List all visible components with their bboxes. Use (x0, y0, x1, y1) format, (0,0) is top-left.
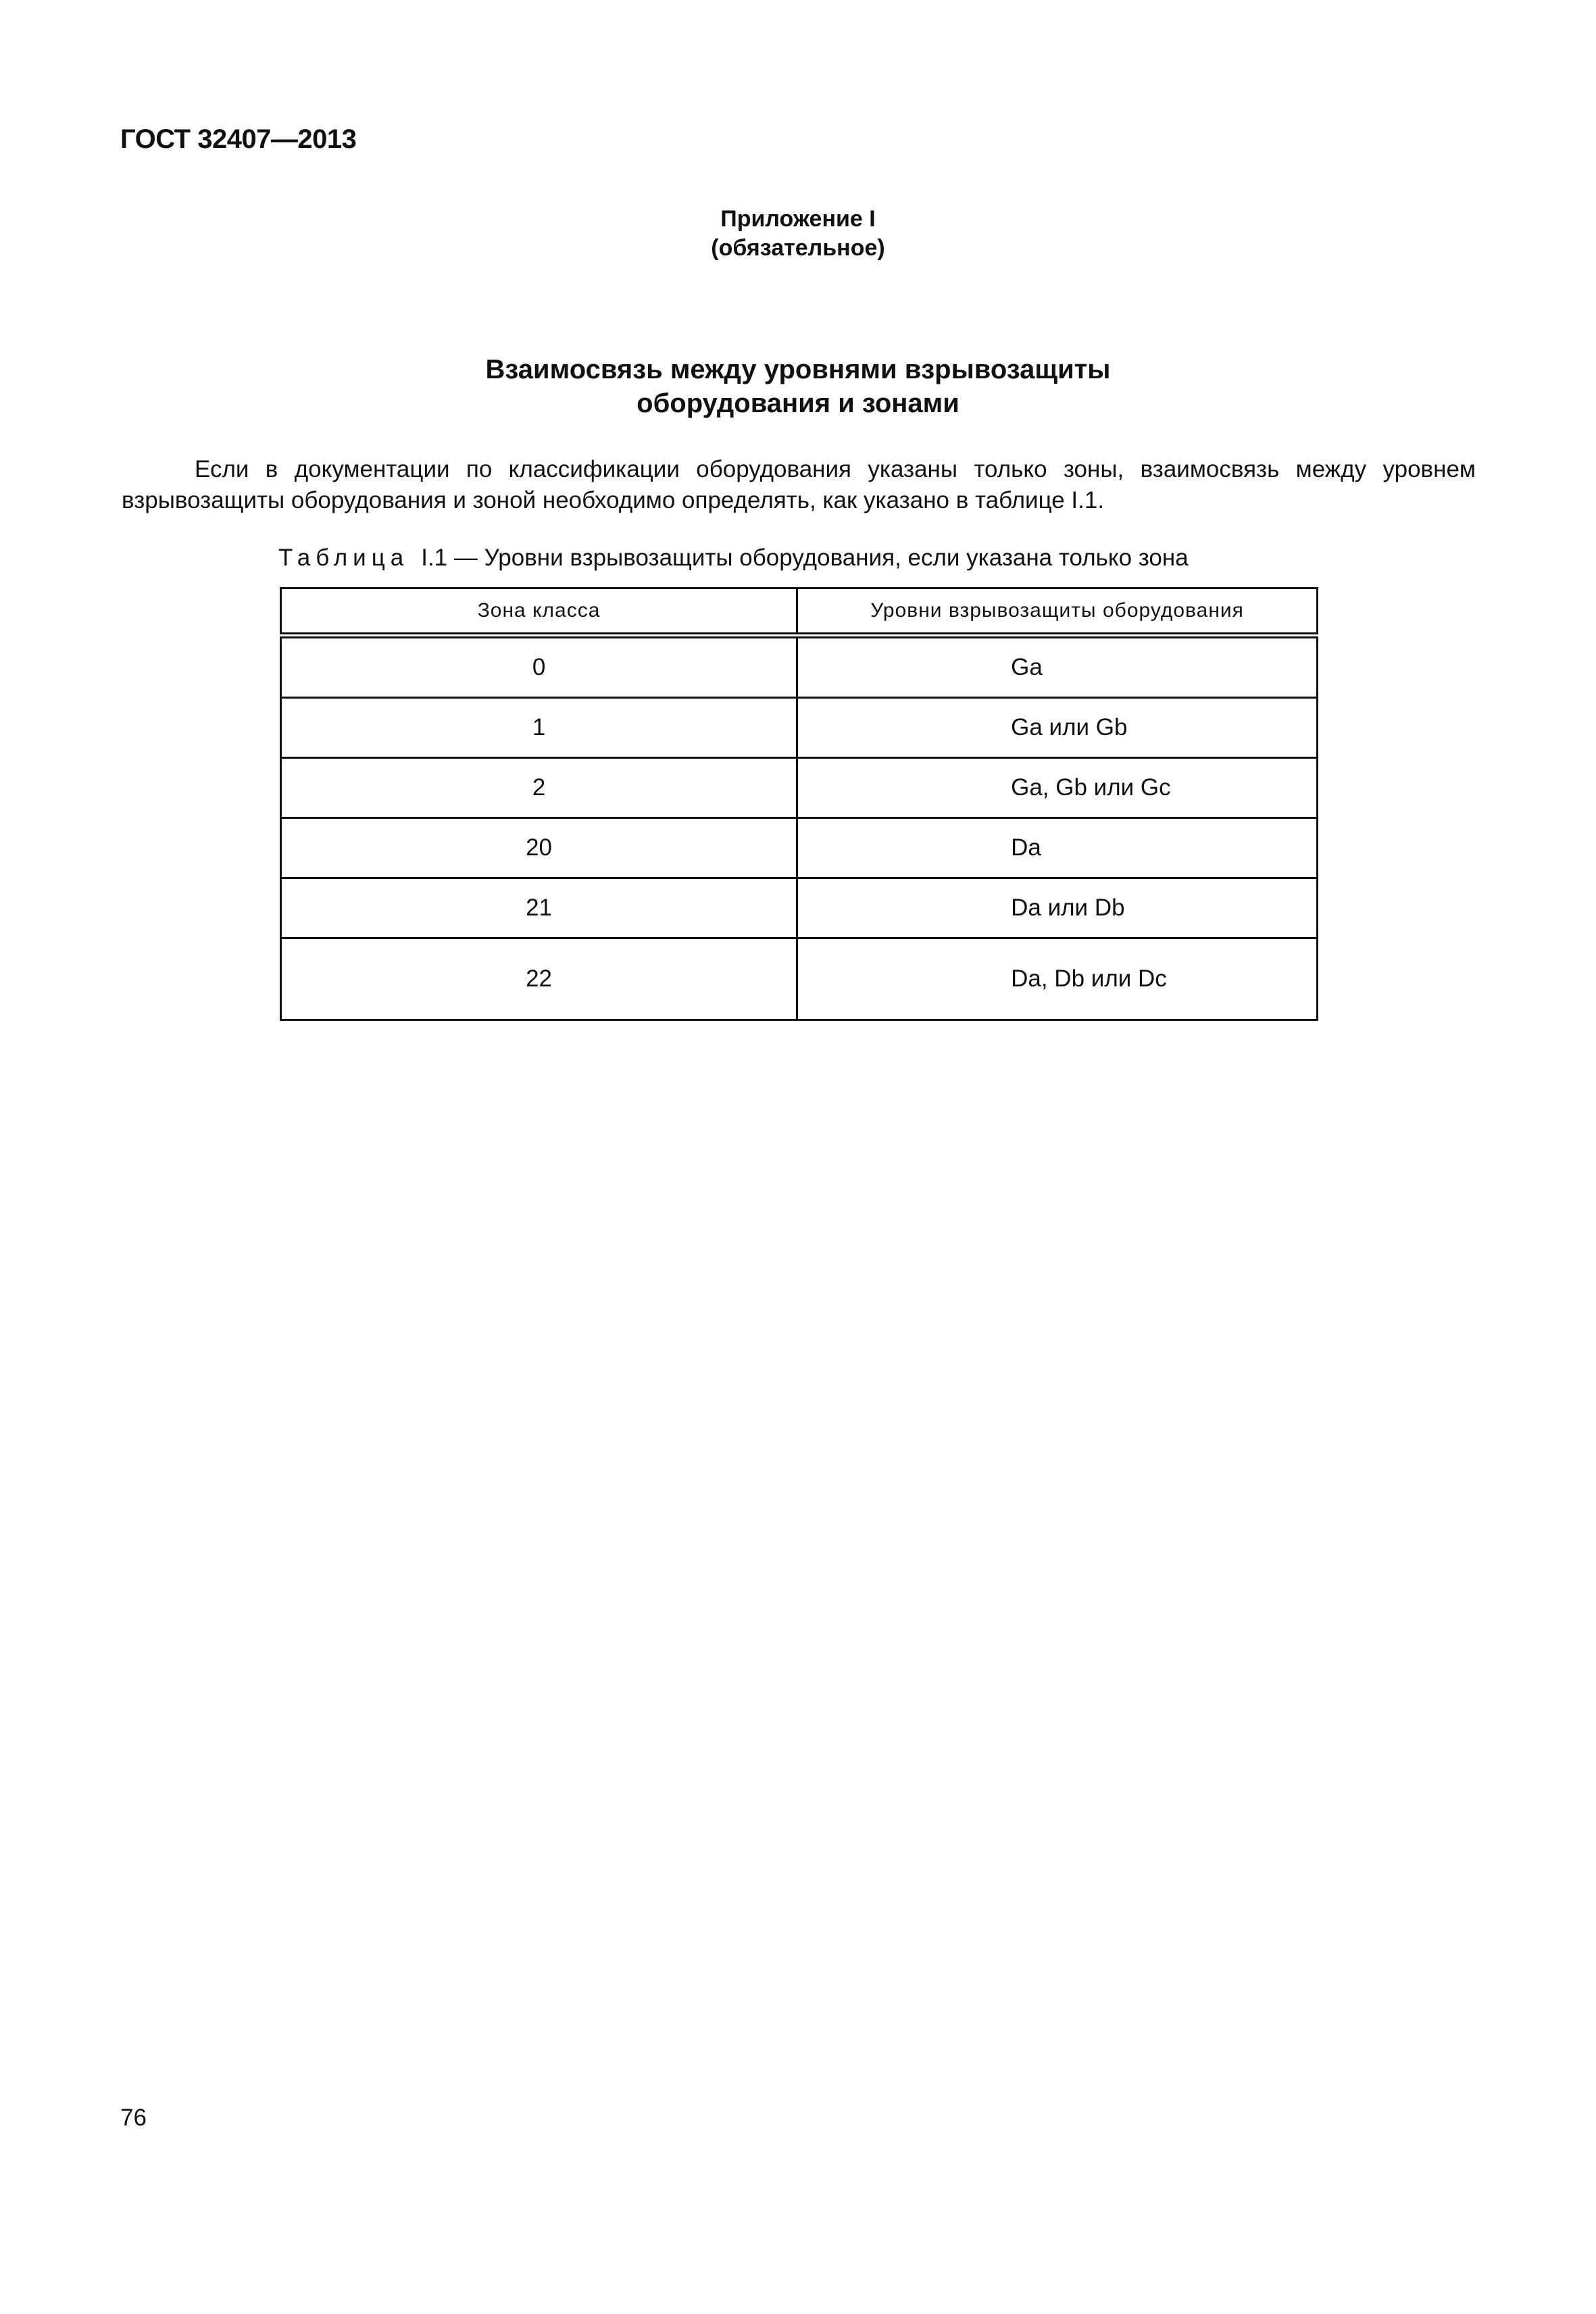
table-row (281, 818, 1318, 878)
zone-cell: 20 (281, 818, 797, 878)
body-paragraph: Если в документации по классификации оборудования указаны только зоны, взаимосвязь между уровнем взрывозащиты оборудования и зоной необходимо определять, как указано в таблице I.1. (122, 456, 1476, 513)
table-caption-label: Таблица (278, 545, 409, 571)
table-row (281, 758, 1318, 818)
section-title-line-2: оборудования и зонами (637, 388, 959, 418)
zone-cell: 22 (281, 938, 797, 1020)
column-header-zone: Зона класса (281, 588, 797, 636)
level-cell: Da, Db или Dc (797, 938, 1318, 1020)
table-header-row (281, 588, 1318, 636)
table-caption-text: I.1 — Уровни взрывозащиты оборудования, если указана только зона (421, 545, 1189, 571)
level-cell: Da (797, 818, 1318, 878)
column-header-levels: Уровни взрывозащиты оборудования (797, 588, 1318, 636)
table-row (281, 636, 1318, 698)
level-cell: Ga или Gb (797, 698, 1318, 758)
zone-cell: 2 (281, 758, 797, 818)
level-cell: Ga, Gb или Gc (797, 758, 1318, 818)
level-cell: Da или Db (797, 878, 1318, 938)
annex-status: (обязательное) (711, 235, 885, 261)
table-caption (278, 545, 1189, 572)
level-cell: Ga (797, 636, 1318, 698)
table-row (281, 938, 1318, 1020)
table-row (281, 878, 1318, 938)
zones-table (280, 587, 1318, 1021)
section-title-line-1: Взаимосвязь между уровнями взрывозащиты (485, 355, 1111, 384)
zone-cell: 21 (281, 878, 797, 938)
table-row (281, 698, 1318, 758)
page-number: 76 (120, 2105, 147, 2131)
annex-title: Приложение I (720, 206, 876, 232)
section-title (0, 353, 1596, 420)
document-code: ГОСТ 32407—2013 (120, 124, 357, 154)
zone-cell: 1 (281, 698, 797, 758)
zone-cell: 0 (281, 636, 797, 698)
